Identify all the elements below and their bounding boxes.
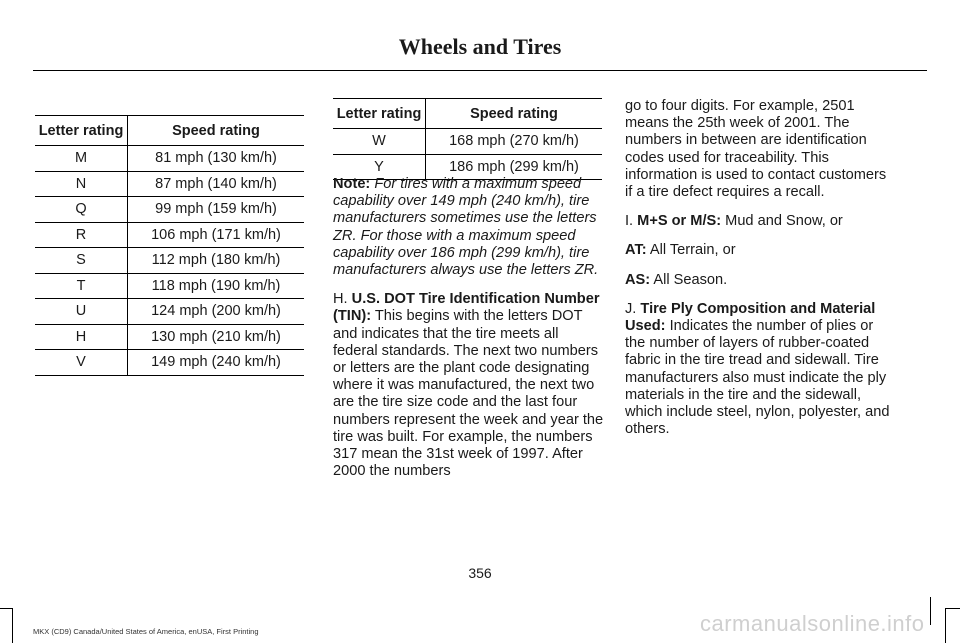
crop-mark-right-horizontal xyxy=(946,608,960,609)
watermark-text: carmanualsonline.info xyxy=(700,611,925,636)
section-i-text: Mud and Snow, or xyxy=(725,213,843,230)
table-row xyxy=(35,171,304,197)
section-h-prefix: H. xyxy=(333,291,348,308)
all-terrain-paragraph xyxy=(625,242,897,259)
all-season-paragraph xyxy=(625,272,897,289)
section-h-label: U.S. DOT Tire Identification Number (TIN): xyxy=(333,291,600,325)
speed-cell: 130 mph (210 km/h) xyxy=(128,324,305,350)
table-row xyxy=(35,197,304,223)
letter-cell: Y xyxy=(333,154,426,180)
speed-cell: 168 mph (270 km/h) xyxy=(426,129,603,155)
note-paragraph xyxy=(333,176,605,279)
middle-column-text xyxy=(333,176,605,492)
letter-cell: U xyxy=(35,299,128,325)
footer-edition-text: MKX (CD9) Canada/United States of America, enUSA, First Printing xyxy=(33,627,259,636)
speed-cell: 186 mph (299 km/h) xyxy=(426,154,603,180)
ply-composition-paragraph xyxy=(625,301,897,439)
section-h-text: This begins with the letters DOT and indicates that the tire meets all federal standards. The next two numbers or letters are the plant code designating where it was manufactured, the next two are the tire size code and the last four numbers represent the week and year the tire was built. For example, the numbers 317 mean the 31st week of 1997. After 2000 the numbers xyxy=(333,308,604,480)
crop-mark-left-vertical xyxy=(12,608,13,643)
letter-cell: T xyxy=(35,273,128,299)
letter-cell: Q xyxy=(35,197,128,223)
section-at-text: All Terrain, or xyxy=(649,242,736,259)
section-as-label: AS: xyxy=(625,271,651,288)
section-j-text: Indicates the number of plies or the number of layers of rubber-coated fabric in the tire tread and sidewall. Tire manufacturers also must indicate the ply materials in the tire and the sidewall, which include steel, nylon, polyester, and others. xyxy=(625,318,890,438)
letter-cell: N xyxy=(35,171,128,197)
section-i-label: M+S or M/S: xyxy=(637,213,722,230)
column-header-speed-rating: Speed rating xyxy=(128,116,305,146)
crop-mark-left-horizontal xyxy=(0,608,12,609)
table-row xyxy=(333,129,602,155)
table-row xyxy=(35,248,304,274)
column-header-letter-rating: Letter rating xyxy=(333,99,426,129)
header-divider xyxy=(33,70,927,71)
tin-continued-paragraph: go to four digits. For example, 2501 means the 25th week of 2001. The numbers in between are identification codes used for traceability. This information is used to contact customers if a tire defect requires a recall. xyxy=(625,98,887,201)
table-row xyxy=(35,222,304,248)
speed-cell: 124 mph (200 km/h) xyxy=(128,299,305,325)
letter-cell: W xyxy=(333,129,426,155)
mud-snow-paragraph xyxy=(625,213,897,230)
letter-cell: S xyxy=(35,248,128,274)
note-label: Note: xyxy=(333,176,371,192)
section-i-prefix: I. xyxy=(625,213,634,230)
letter-cell: V xyxy=(35,350,128,376)
speed-cell: 106 mph (171 km/h) xyxy=(128,222,305,248)
table-row xyxy=(35,350,304,376)
letter-cell: M xyxy=(35,146,128,172)
speed-cell: 112 mph (180 km/h) xyxy=(128,248,305,274)
column-header-letter-rating: Letter rating xyxy=(35,116,128,146)
note-text: For tires with a maximum speed capability over 149 mph (240 km/h), tire manufacturers sometimes use the letters ZR. For those with a maximum speed capability over 186 mph (299 km/h), tire manufacturers always use the letters ZR. xyxy=(333,176,599,279)
speed-cell: 118 mph (190 km/h) xyxy=(128,273,305,299)
section-j-label: Tire Ply Composition and Material Used: xyxy=(625,300,876,335)
tin-paragraph xyxy=(333,291,605,480)
table-header-row xyxy=(333,99,602,129)
speed-cell: 81 mph (130 km/h) xyxy=(128,146,305,172)
speed-rating-table-continued xyxy=(333,98,602,180)
table-row xyxy=(35,299,304,325)
table-row xyxy=(35,146,304,172)
speed-cell: 87 mph (140 km/h) xyxy=(128,171,305,197)
crop-mark-right-vertical xyxy=(945,608,946,643)
section-j-prefix: J. xyxy=(625,300,637,317)
table-row xyxy=(35,273,304,299)
speed-cell: 99 mph (159 km/h) xyxy=(128,197,305,223)
column-header-speed-rating: Speed rating xyxy=(426,99,603,129)
crop-mark-footer-vertical xyxy=(930,597,931,625)
letter-cell: H xyxy=(35,324,128,350)
speed-cell: 149 mph (240 km/h) xyxy=(128,350,305,376)
table-header-row xyxy=(35,116,304,146)
section-as-text: All Season. xyxy=(653,271,728,288)
letter-cell: R xyxy=(35,222,128,248)
section-at-label: AT: xyxy=(625,242,647,259)
right-column-text xyxy=(625,98,897,450)
page-number: 356 xyxy=(468,565,492,581)
page-title: Wheels and Tires xyxy=(398,34,562,59)
speed-rating-table xyxy=(35,115,304,376)
table-row xyxy=(35,324,304,350)
